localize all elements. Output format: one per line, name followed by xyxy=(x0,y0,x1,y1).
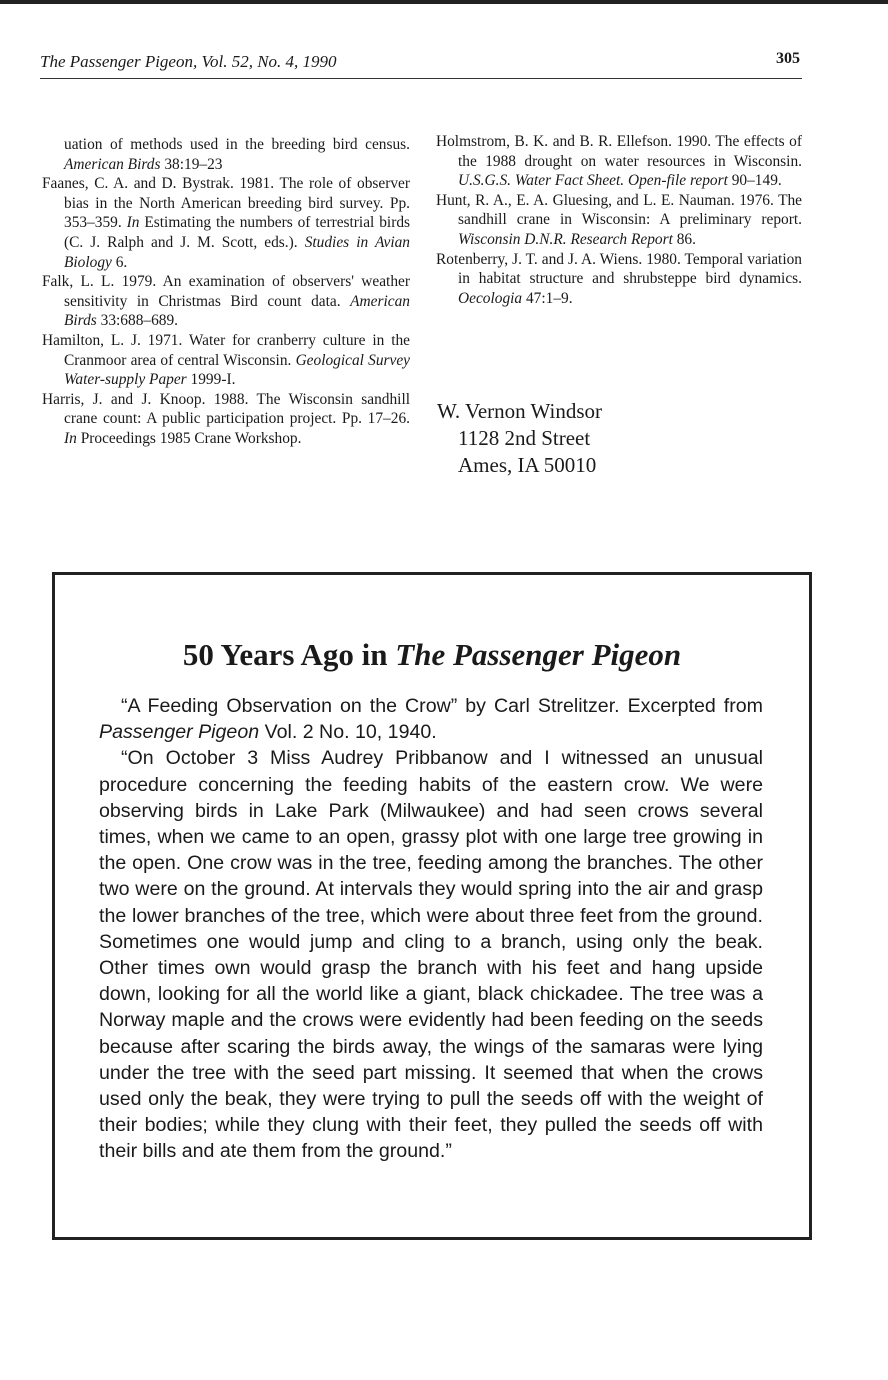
top-border xyxy=(0,0,888,4)
reference-entry: uation of methods used in the breeding bird census. American Birds 38:19–23 xyxy=(64,136,410,173)
box-title: 50 Years Ago in The Passenger Pigeon xyxy=(182,637,682,672)
reference-entry: Hunt, R. A., E. A. Gluesing, and L. E. Nauman. 1976. The sandhill crane in Wisconsin: A preliminary report. Wisconsin D.N.R. Research Report 86. xyxy=(436,191,802,248)
reference-entry: Holmstrom, B. K. and B. R. Ellefson. 1990. The effects of the 1988 drought on water resources in Wisconsin. U.S.G.S. Water Fact Sheet. Open-file report 90–149. xyxy=(436,133,802,190)
author-street: 1128 2nd Street xyxy=(458,426,591,450)
reference-entry: Harris, J. and J. Knoop. 1988. The Wisconsin sandhill crane count: A public participation project. Pp. 17–26. In Proceedings 1985 Crane Workshop. xyxy=(42,390,410,447)
author-city: Ames, IA 50010 xyxy=(458,453,597,477)
reference-entry: Hamilton, L. J. 1971. Water for cranberry culture in the Cranmoor area of central Wisconsin. Geological Survey Water-supply Paper 1999-I. xyxy=(42,331,411,389)
fifty-years-ago-box xyxy=(52,572,812,1240)
reference-entry: Faanes, C. A. and D. Bystrak. 1981. The role of observer bias in the North American breeding bird survey. Pp. 353–359. In Estimating the numbers of terrestrial birds (C. J. Ralph and J. M. Scott, eds.). Studies in Avian Biology 6. xyxy=(42,175,410,271)
reference-entry: Falk, L. L. 1979. An examination of observers' weather sensitivity in Christmas Bird count data. American Birds 33:688–689. xyxy=(42,273,410,330)
page-header xyxy=(40,50,802,79)
quote-paragraph: “On October 3 Miss Audrey Pribbanow and I witnessed an unusual procedure concerning the feeding habits of the eastern crow. We were observing birds in Lake Park (Milwaukee) and had seen crows several times, when we came to an open, grassy plot with one large tree growing in the open. One crow was in the tree, feeding among the branches. The other two were on the ground. At intervals they would spring into the air and grasp the lower branches of the tree, which were about three feet from the ground. Sometimes one would jump and cling to a branch, using only the beak. Other times own would grasp the branch with his feet and hang upside down, looking for all the world like a giant, black chickadee. The tree was a Norway maple and the crows were evidently had been feeding on the seeds because after scaring the birds away, the wings of the samaras were lying under the tree with the seed part missing. It seemed that when the crows used only the beak, they were trying to pull the seeds off with the weight of their bodies; while they clung with their feet, they pulled the seeds off with their bills and ate them from the ground.” xyxy=(99,747,763,1163)
author-address xyxy=(437,398,602,479)
journal-title: The Passenger Pigeon, Vol. 52, No. 4, 1990 xyxy=(40,52,337,71)
author-name: W. Vernon Windsor xyxy=(437,399,603,423)
intro-paragraph: “A Feeding Observation on the Crow” by Carl Strelitzer. Excerpted from Passenger Pigeon Vol. 2 No. 10, 1940. xyxy=(99,695,763,744)
references-right-column xyxy=(436,132,802,308)
reference-entry: Rotenberry, J. T. and J. A. Wiens. 1980. Temporal variation in habitat structure and shrubsteppe bird dynamics. Oecologia 47:1–9. xyxy=(436,250,802,307)
references-left-column xyxy=(42,135,410,449)
box-body xyxy=(99,693,763,1165)
page-number: 305 xyxy=(776,50,800,67)
